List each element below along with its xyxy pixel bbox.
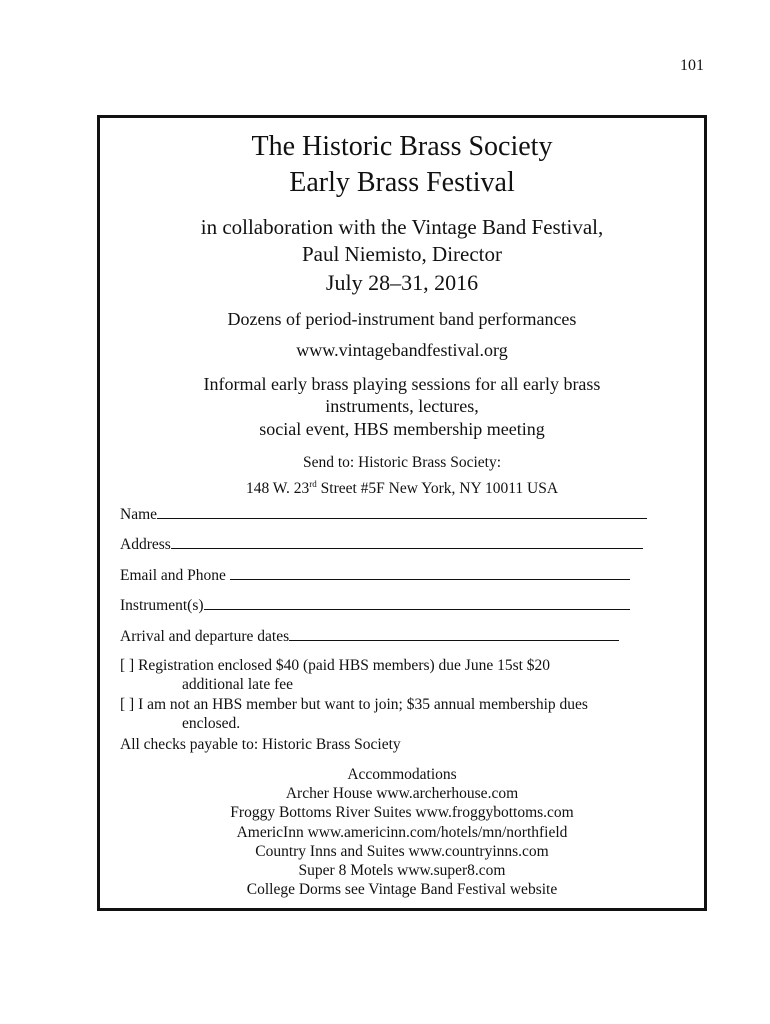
festival-dates: July 28–31, 2016: [325, 270, 479, 295]
send-to: Send to: Historic Brass Society:: [302, 454, 502, 471]
address-field[interactable]: [120, 534, 643, 554]
accommodation-item: College Dorms see Vintage Band Festival website: [246, 881, 558, 898]
festival-website: www.vintagebandfestival.org: [296, 340, 508, 360]
address-part-1: 148 W. 23: [245, 480, 310, 498]
accommodation-item: Archer House www.archerhouse.com: [285, 785, 519, 802]
address-blank[interactable]: [171, 534, 643, 549]
title-line-1: The Historic Brass Society: [251, 131, 553, 162]
email-phone-label: Email and Phone: [120, 567, 230, 584]
instrument-label: Instrument(s): [120, 597, 204, 614]
page-number: 101: [680, 57, 704, 74]
collab-line-2: Paul Niemisto, Director: [301, 242, 503, 266]
membership-option[interactable]: [120, 695, 680, 733]
title-line-2: Early Brass Festival: [289, 167, 515, 198]
sessions-line-2: instruments, lectures,: [325, 396, 479, 416]
name-field[interactable]: [120, 504, 647, 524]
arrival-label: Arrival and departure dates: [120, 628, 290, 645]
registration-option[interactable]: [120, 656, 680, 694]
accommodation-item: Super 8 Motels www.super8.com: [298, 862, 506, 879]
arrival-field[interactable]: [120, 626, 619, 646]
accommodations-heading: Accommodations: [347, 766, 457, 783]
sessions-line-1: Informal early brass playing sessions for all early brass: [203, 374, 601, 394]
checks-payable: All checks payable to: Historic Brass Society: [120, 736, 401, 753]
accommodation-item: AmericInn www.americinn.com/hotels/mn/northfield: [236, 824, 568, 841]
registration-text-1: [ ] Registration enclosed $40 (paid HBS members) due June 15st $20: [120, 657, 551, 674]
flyer-box: [97, 115, 707, 911]
email-phone-field[interactable]: [120, 565, 630, 585]
name-blank[interactable]: [157, 504, 647, 519]
registration-text-2: additional late fee: [182, 676, 294, 693]
instrument-field[interactable]: [120, 595, 630, 615]
performances-text: Dozens of period-instrument band performances: [227, 309, 577, 329]
sessions-line-3: social event, HBS membership meeting: [259, 419, 545, 439]
accommodation-item: Country Inns and Suites www.countryinns.com: [255, 843, 549, 860]
instrument-blank[interactable]: [204, 595, 630, 610]
membership-text-1: [ ] I am not an HBS member but want to join; $35 annual membership dues: [120, 696, 588, 713]
accommodation-item: Froggy Bottoms River Suites www.froggybottoms.com: [230, 804, 574, 821]
email-phone-blank[interactable]: [230, 565, 630, 580]
collab-line-1: in collaboration with the Vintage Band Festival,: [200, 215, 604, 239]
address-part-2: Street #5F New York, NY 10011 USA: [316, 480, 559, 498]
arrival-blank[interactable]: [289, 626, 619, 641]
mailing-address: [100, 475, 704, 498]
membership-text-2: enclosed.: [182, 715, 241, 732]
address-superscript: rd: [309, 479, 317, 489]
address-label: Address: [120, 536, 171, 553]
name-label: Name: [120, 506, 158, 523]
